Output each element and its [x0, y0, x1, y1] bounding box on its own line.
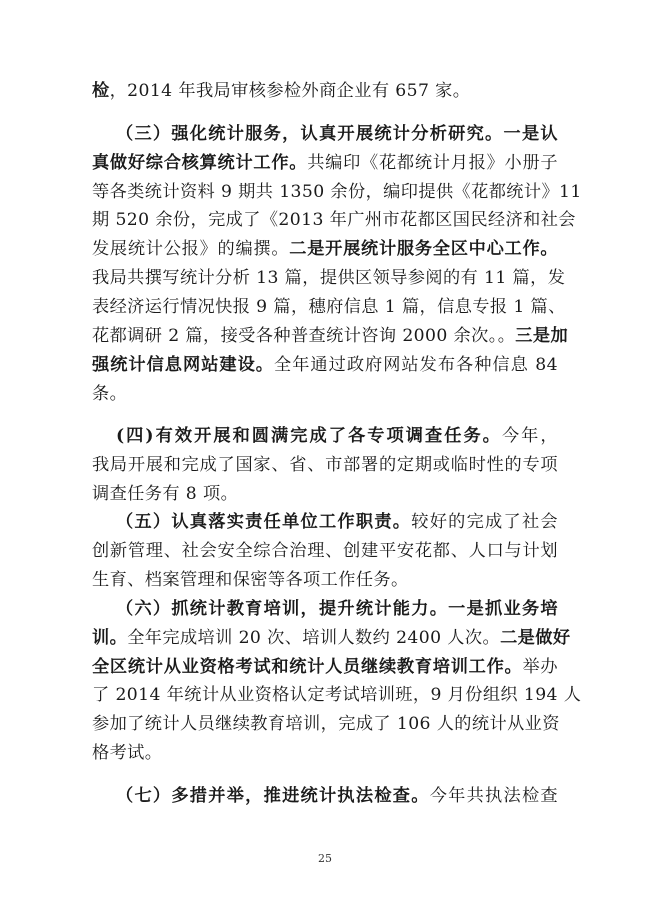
bold-text-segment: 三是加	[515, 326, 569, 346]
bold-text-segment: 二是做好	[500, 628, 571, 648]
text-segment: 生育、档案管理和保密等各项工作任务。	[92, 570, 409, 590]
text-line	[92, 295, 566, 319]
text-segment: 条。	[92, 384, 128, 404]
text-line	[92, 151, 558, 175]
text-segment: 全年完成培训 20 次、培训人数约 2400 人次。	[127, 628, 501, 648]
bold-text-segment: （七）多措并举，推进统计执法检查。	[116, 786, 430, 806]
text-line	[92, 683, 582, 707]
text-line	[92, 79, 558, 103]
text-line	[92, 482, 558, 506]
text-segment: 格考试。	[92, 743, 163, 763]
text-line	[116, 784, 558, 808]
text-segment: 我局共撰写统计分析 13 篇，提供区领导参阅的有 11 篇，发	[92, 268, 566, 288]
bold-text-segment: 检	[92, 81, 110, 101]
text-segment: ，2014 年我局审核参检外商企业有 657 家。	[109, 81, 471, 101]
text-segment: 发展统计公报》的编撰。	[92, 239, 290, 259]
bold-text-segment: 强统计信息网站建设。	[92, 355, 275, 375]
bold-text-segment: （三）强化统计服务，认真开展统计分析研究。一是认	[116, 124, 558, 144]
text-line	[116, 122, 558, 146]
text-segment: 参加了统计人员继续教育培训，完成了 106 人的统计从业资	[92, 714, 560, 734]
text-line	[92, 712, 558, 736]
text-segment: 举办	[522, 657, 558, 677]
text-segment: 花都调研 2 篇，接受各种普查统计咨询 2000 余次。。	[92, 326, 516, 346]
text-line	[116, 424, 558, 448]
text-segment: 期 520 余份，完成了《2013 年广州市花都区国民经济和社会	[92, 210, 576, 230]
text-segment: 较好的完成了社会	[411, 512, 559, 532]
text-line	[116, 597, 558, 621]
text-segment: 了 2014 年统计从业资格认定考试培训班，9 月份组织 194 人	[92, 685, 582, 705]
text-line	[92, 237, 558, 261]
text-segment: 全年通过政府网站发布各种信息 84	[274, 355, 558, 375]
text-line	[92, 324, 569, 348]
text-line	[92, 539, 558, 563]
text-segment: 调查任务有 8 项。	[92, 484, 239, 504]
text-line	[92, 208, 576, 232]
text-segment: 今年共执法检查	[429, 786, 558, 806]
text-segment: 等各类统计资料 9 期共 1350 余份，编印提供《花都统计》11	[92, 182, 582, 202]
bold-text-segment: 训。	[92, 628, 128, 648]
text-line	[92, 382, 558, 406]
bold-text-segment: 真做好综合核算统计工作。	[92, 153, 308, 173]
text-segment: 创新管理、社会安全综合治理、创建平安花都、人口与计划	[92, 541, 558, 561]
text-segment: 共编印《花都统计月报》小册子	[307, 153, 558, 173]
text-line	[92, 741, 558, 765]
bold-text-segment: （五）认真落实责任单位工作职责。	[116, 512, 412, 532]
text-line	[92, 180, 582, 204]
text-line	[92, 453, 558, 477]
text-line	[116, 510, 558, 534]
text-line	[92, 568, 558, 592]
text-line	[92, 626, 571, 650]
text-line	[92, 266, 566, 290]
text-line	[92, 655, 558, 679]
bold-text-segment: （六）抓统计教育培训，提升统计能力。一是抓业务培	[116, 599, 558, 619]
bold-text-segment: 全区统计从业资格考试和统计人员继续教育培训工作。	[92, 657, 523, 677]
text-segment: 今年，	[501, 426, 559, 446]
bold-text-segment: 二是开展统计服务全区中心工作。	[289, 239, 558, 259]
text-segment: 我局开展和完成了国家、省、市部署的定期或临时性的专项	[92, 455, 558, 475]
page-number: 25	[318, 852, 332, 865]
bold-text-segment: (四)有效开展和圆满完成了各专项调查任务。	[116, 426, 502, 446]
text-line	[92, 353, 558, 377]
text-segment: 表经济运行情况快报 9 篇，穗府信息 1 篇，信息专报 1 篇、	[92, 297, 566, 317]
